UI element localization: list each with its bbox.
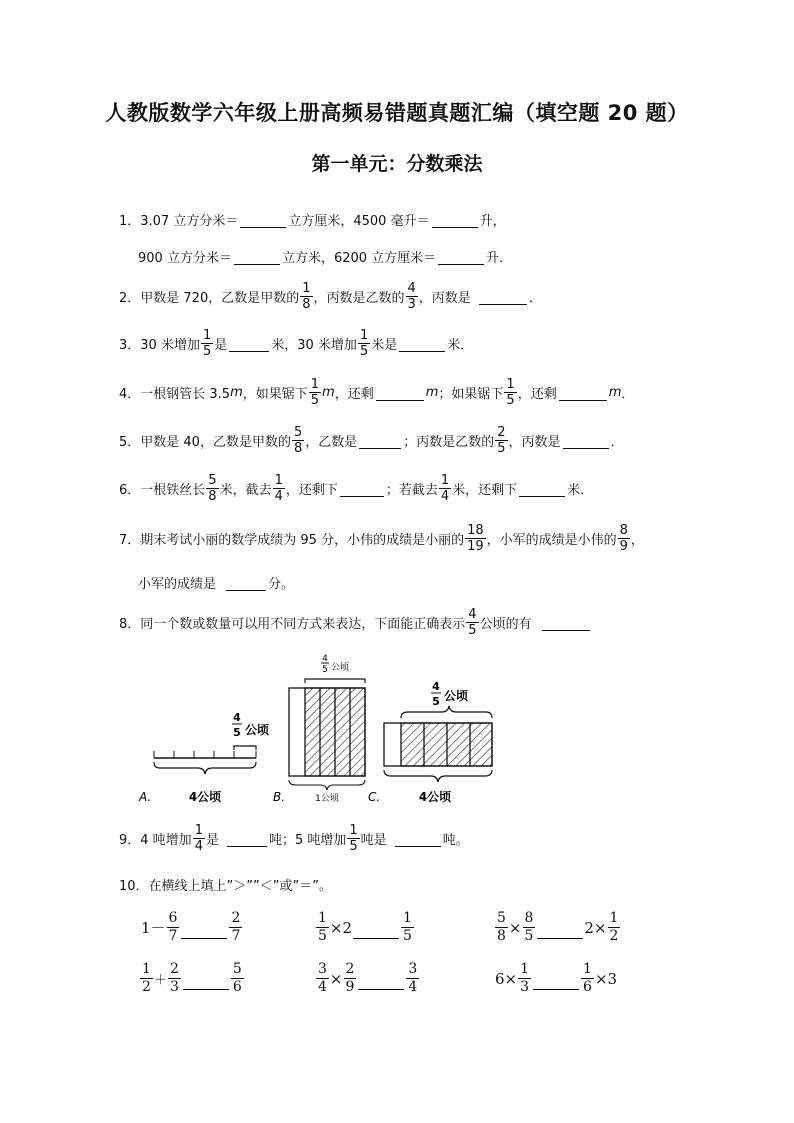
answer-blank[interactable] (234, 248, 280, 265)
question-1-line2: 900 立方分米＝ 立方米，6200 立方厘米＝ 升． (138, 236, 512, 276)
answer-blank[interactable] (399, 335, 445, 352)
fraction: 2 7 (231, 910, 241, 944)
option-c-label: C. (368, 790, 381, 804)
fraction: $\frac{3}{4}$ (318, 961, 327, 995)
compare-r2c2: $\frac{3}{4}$ × $\frac{2}{9}$ 3 4 (318, 961, 418, 995)
fraction: 1 4 (440, 472, 450, 504)
compare-r1c3: $\frac{5}{8}$ × $\frac{8}{5}$ 2× $\frac{1}{2}$ (497, 910, 619, 944)
fraction: 1 5 (310, 376, 320, 408)
option-b-figure (273, 654, 365, 804)
answer-blank[interactable] (519, 480, 565, 497)
answer-blank[interactable] (559, 384, 607, 401)
answer-blank[interactable] (563, 432, 609, 449)
option-b-total: 1公顷 (315, 794, 339, 804)
question-6: 6．一根铁丝长 5 8 米，截去 1 4 ，还剩下 ；若截去 1 4 米，还剩下 米． (119, 472, 594, 504)
fraction: 4 5 (468, 606, 477, 638)
question-3: 3．30 米增加 1 5 是 米，30 米增加 1 5 米是 米． (119, 327, 474, 359)
question-7-line1: 7．期末考试小丽的数学成绩为 95 分，小伟的成绩是小丽的 18 19 ，小军的成绩是小伟的 8 9 ， (119, 522, 644, 554)
fraction: 5 6 (232, 961, 242, 995)
fraction: 3 4 (408, 961, 418, 995)
compare-r1c1: 1－ 6 7 2 7 (141, 910, 241, 944)
unit-label: 公顷 (245, 723, 270, 737)
compare-r1c2: $\frac{1}{5}$ ×2 1 5 (318, 910, 412, 944)
question-9: 9．4 吨增加 1 4 是 吨；5 吨增加 1 5 吨是 吨。 (119, 822, 469, 854)
compare-r2c3: 6× $\frac{1}{3}$ $\frac{1}{6}$ ×3 (495, 961, 618, 995)
answer-blank[interactable] (340, 480, 384, 497)
answer-blank[interactable] (438, 248, 484, 265)
question-4: 4．一根钢管长 3.5 m ，如果锯下 1 5 m ，还剩 m ；如果锯下 1 5 ，还剩 m ． (119, 376, 635, 408)
question-8: 8．同一个数或数量可以用不同方式来表达，下面能正确表示 4 5 公顷的有 (119, 602, 592, 642)
fraction-numerator: 4 (322, 654, 328, 664)
question-7-line2: 小军的成绩是 分。 (138, 562, 294, 602)
fraction: $\frac{1}{6}$ (583, 961, 592, 995)
fraction: 4 3 (407, 280, 416, 312)
fraction: 5 8 (293, 424, 303, 456)
fraction: $\frac{1}{2}$ (609, 910, 619, 944)
fraction: 1 4 (194, 822, 203, 854)
option-c-figure (368, 680, 492, 804)
fraction-denominator: 5 (432, 695, 440, 708)
fraction: $\frac{5}{8}$ (497, 910, 506, 944)
fraction: 18 19 (467, 522, 484, 554)
fraction: $\frac{2}{9}$ (345, 961, 355, 995)
fraction: 6 7 (168, 910, 178, 944)
question-5: 5．甲数是 40，乙数是甲数的 5 8 ，乙数是 ；丙数是乙数的 2 5 ，丙数是 ． (119, 424, 624, 456)
fraction: 5 8 (208, 472, 217, 504)
answer-blank[interactable] (240, 211, 286, 228)
option-a-label: A. (139, 790, 152, 804)
fraction: 1 5 (403, 910, 412, 944)
answer-blank[interactable] (479, 288, 527, 305)
question-2: 2．甲数是 720，乙数是甲数的 1 8 ，丙数是乙数的 4 3 ，丙数是 ． (119, 280, 542, 312)
fraction: 1 5 (349, 822, 358, 854)
fraction: 1 5 (506, 376, 515, 408)
fraction: 1 2 (142, 961, 151, 995)
fraction-denominator: 5 (233, 726, 241, 739)
fraction: 2 3 (169, 961, 179, 995)
option-b-label: B. (273, 790, 286, 804)
fraction: 8 9 (619, 522, 628, 554)
fraction: 1 4 (274, 472, 283, 504)
answer-blank[interactable] (359, 432, 401, 449)
question-8-figures (130, 650, 510, 815)
fraction-numerator: 4 (233, 711, 241, 724)
answer-blank[interactable] (395, 830, 441, 847)
option-a-total: 4公顷 (188, 790, 222, 804)
fraction: 2 5 (497, 424, 506, 456)
answer-blank[interactable] (376, 384, 424, 401)
answer-blank[interactable] (432, 211, 478, 228)
unit-label: 公顷 (331, 663, 350, 673)
question-10: 10．在横线上填上”＞””＜”或”＝”。 (119, 878, 332, 894)
page-title: 人教版数学六年级上册高频易错题真题汇编（填空题 20 题） (105, 101, 689, 125)
fraction: $\frac{1}{3}$ (520, 961, 530, 995)
answer-blank[interactable] (229, 335, 269, 352)
option-a-figure (138, 711, 269, 804)
fraction: 1 5 (202, 327, 212, 359)
fraction: $\frac{8}{5}$ (524, 910, 534, 944)
fraction: 1 5 (359, 327, 369, 359)
compare-blank[interactable] (353, 916, 399, 939)
unit-label: 公顷 (444, 689, 469, 703)
fraction: $\frac{1}{5}$ (318, 910, 327, 944)
answer-blank[interactable] (542, 614, 590, 631)
compare-blank[interactable] (537, 916, 583, 939)
compare-r2c1: 1 2 ＋ 2 3 5 6 (142, 961, 242, 995)
unit-heading: 第一单元：分数乘法 (311, 153, 483, 175)
compare-blank[interactable] (358, 967, 404, 990)
compare-blank[interactable] (181, 916, 227, 939)
fraction: 1 8 (302, 280, 311, 312)
answer-blank[interactable] (226, 574, 266, 591)
answer-blank[interactable] (227, 830, 267, 847)
compare-blank[interactable] (183, 967, 229, 990)
question-1-line1: 1．3.07 立方分米＝ 立方厘米，4500 毫升＝ 升， (119, 199, 506, 239)
option-c-total: 4公顷 (418, 790, 452, 804)
fraction-denominator: 5 (322, 665, 328, 675)
fraction-numerator: 4 (432, 680, 440, 693)
compare-blank[interactable] (533, 967, 579, 990)
